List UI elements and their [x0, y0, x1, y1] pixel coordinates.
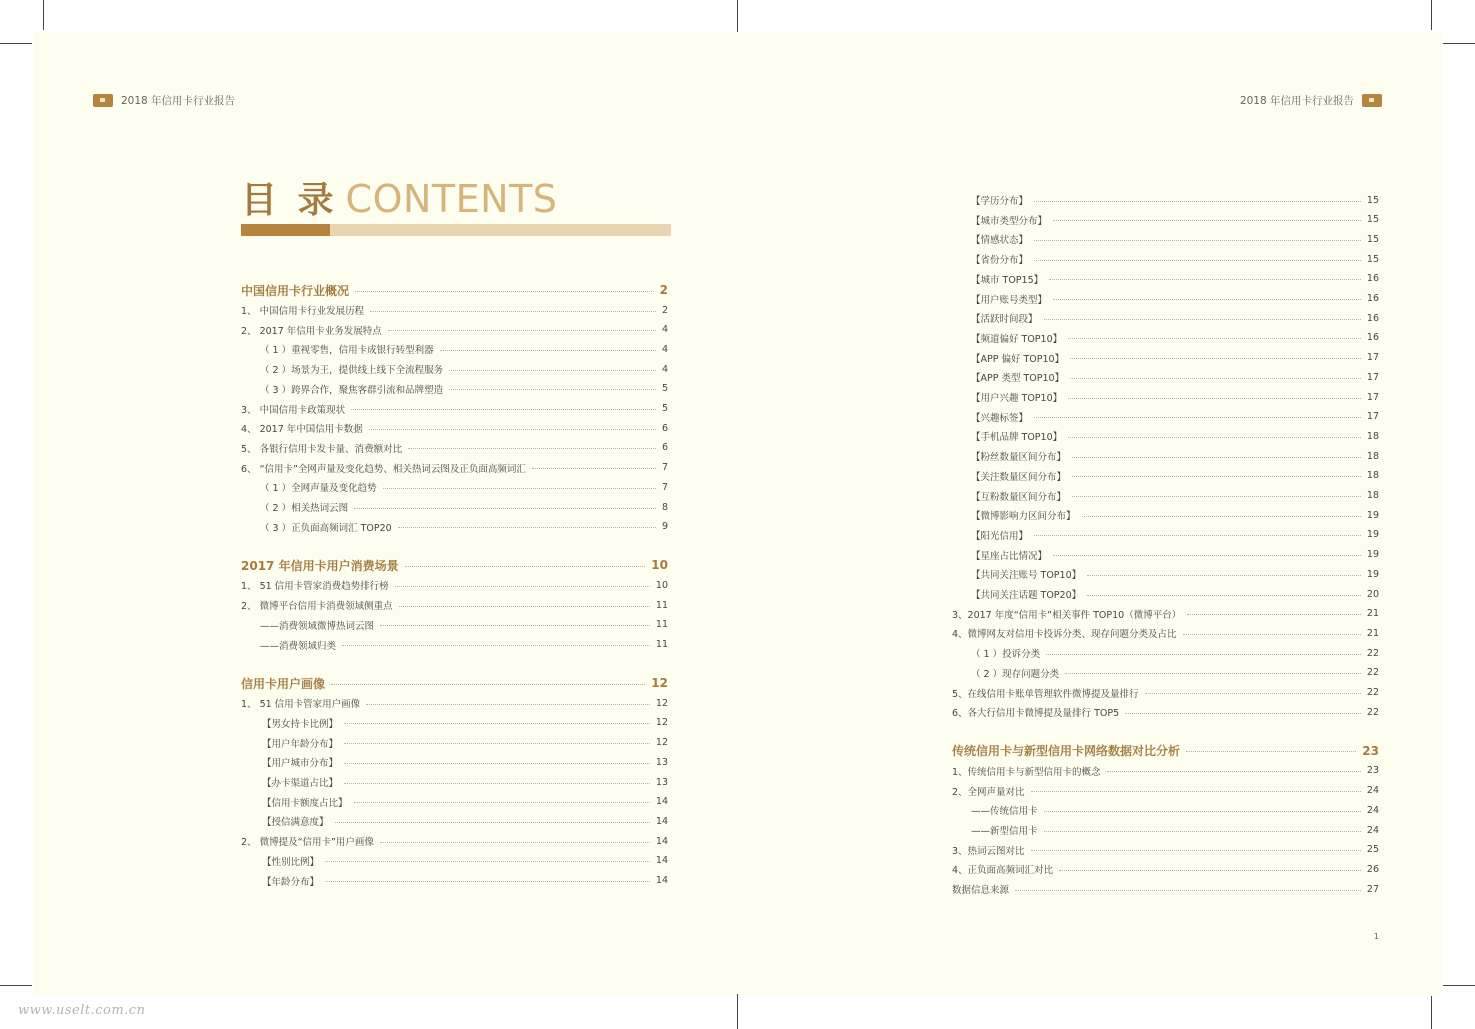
toc-leader-dots — [354, 508, 656, 509]
toc-page-number: 22 — [1366, 706, 1379, 718]
toc-page-number: 14 — [655, 855, 668, 867]
toc-entry[interactable] — [952, 803, 1379, 817]
toc-entry[interactable] — [241, 382, 668, 396]
toc-leader-dots — [1059, 870, 1361, 871]
toc-leader-dots — [1125, 713, 1361, 714]
toc-entry[interactable] — [241, 342, 668, 356]
toc-page-number: 22 — [1366, 667, 1379, 679]
toc-entry-label: 【粉丝数量区间分布】 — [971, 452, 1067, 464]
toc-page-number: 16 — [1366, 273, 1379, 285]
title-chinese: 目 录 — [241, 180, 338, 221]
toc-page-number: 4 — [661, 343, 668, 355]
toc-page-number: 24 — [1366, 804, 1379, 816]
toc-leader-dots — [1034, 535, 1361, 536]
toc-entry[interactable] — [241, 598, 668, 612]
toc-entry[interactable] — [952, 607, 1379, 621]
toc-leader-dots — [1183, 634, 1361, 635]
toc-entry-label: 3、2017 年度“信用卡”相关事件 TOP10（微博平台） — [952, 609, 1182, 621]
toc-entry-label: 【用户城市分布】 — [262, 758, 339, 770]
toc-leader-dots — [1053, 555, 1361, 556]
toc-entry[interactable] — [952, 528, 1379, 542]
toc-leader-dots — [1031, 850, 1361, 851]
toc-entry-label: 【情感状态】 — [971, 235, 1029, 247]
toc-page-number: 11 — [655, 619, 668, 631]
toc-entry[interactable] — [241, 854, 668, 868]
toc-page-number: 21 — [1366, 608, 1379, 620]
toc-entry-label: 【手机品牌 TOP10】 — [971, 432, 1063, 444]
toc-page-number: 16 — [1366, 332, 1379, 344]
toc-page-number: 7 — [661, 481, 668, 493]
toc-entry[interactable] — [241, 578, 668, 592]
crop-mark — [1443, 43, 1475, 44]
toc-page-number: 13 — [655, 776, 668, 788]
toc-page-number: 6 — [661, 442, 668, 454]
toc-entry[interactable] — [241, 755, 668, 769]
toc-leader-dots — [335, 822, 650, 823]
toc-leader-dots — [380, 842, 650, 843]
toc-leader-dots — [331, 684, 645, 685]
toc-entry[interactable] — [241, 874, 668, 888]
toc-entry[interactable] — [952, 587, 1379, 601]
toc-leader-dots — [369, 429, 656, 430]
toc-entry-label: 中国信用卡行业概况 — [241, 283, 350, 298]
toc-entry[interactable] — [241, 402, 668, 416]
toc-entry[interactable] — [241, 461, 668, 475]
toc-leader-dots — [1087, 595, 1361, 596]
toc-page-number: 22 — [1366, 647, 1379, 659]
toc-entry[interactable] — [241, 500, 668, 514]
toc-entry-label: 5、在线信用卡账单管理软件微博提及量排行 — [952, 688, 1139, 700]
toc-entry-label: （ 1 ）全网声量及变化趋势 — [260, 483, 377, 495]
toc-leader-dots — [344, 763, 650, 764]
toc-entry-label: 4、微博网友对信用卡投诉分类、现存问题分类及占比 — [952, 629, 1177, 641]
toc-entry[interactable] — [241, 480, 668, 494]
toc-entry-label: 【用户兴趣 TOP10】 — [971, 393, 1063, 404]
toc-entry-label: 【兴趣标签】 — [971, 412, 1029, 424]
page-title — [241, 172, 557, 223]
toc-page-number: 16 — [1366, 293, 1379, 304]
toc-page-number: 13 — [655, 756, 668, 768]
toc-entry-label: 2017 年信用卡用户消费场景 — [241, 558, 399, 573]
toc-leader-dots — [1070, 378, 1361, 379]
toc-page-number: 16 — [1366, 312, 1379, 324]
toc-entry-label: 【用户账号类型】 — [971, 294, 1048, 306]
toc-leader-dots — [370, 311, 656, 312]
toc-entry-label: 【信用卡额度占比】 — [262, 797, 348, 809]
toc-leader-dots — [405, 566, 646, 567]
toc-entry[interactable] — [241, 814, 668, 828]
toc-leader-dots — [1031, 791, 1361, 792]
toc-entry[interactable] — [241, 638, 668, 652]
crop-mark — [1431, 996, 1432, 1029]
toc-entry-label: 2、 2017 年信用卡业务发展特点 — [241, 325, 382, 337]
toc-page-number: 24 — [1366, 785, 1379, 797]
toc-leader-dots — [440, 350, 656, 351]
toc-leader-dots — [1034, 417, 1361, 418]
toc-entry-label: （ 1 ）投诉分类 — [971, 649, 1041, 661]
toc-entry-label: 4、正负面高频词汇对比 — [952, 865, 1054, 877]
toc-page-number: 14 — [655, 875, 668, 886]
toc-page-number: 18 — [1366, 470, 1379, 482]
toc-leader-dots — [1044, 319, 1361, 320]
toc-leader-dots — [1034, 260, 1361, 261]
toc-leader-dots — [1070, 358, 1361, 359]
toc-leader-dots — [344, 783, 650, 784]
toc-leader-dots — [1068, 398, 1361, 399]
toc-leader-dots — [1107, 771, 1361, 772]
toc-page-number: 15 — [1366, 214, 1379, 226]
toc-page-number: 19 — [1366, 529, 1379, 541]
toc-page-number: 22 — [1366, 687, 1379, 698]
toc-entry[interactable] — [952, 508, 1379, 522]
toc-entry-label: ——传统信用卡 — [971, 806, 1038, 818]
header-badge-icon — [1362, 94, 1382, 107]
toc-entry-label: 【APP 偏好 TOP10】 — [971, 353, 1065, 365]
toc-page-number: 8 — [661, 501, 668, 513]
toc-leader-dots — [325, 881, 650, 882]
toc-entry[interactable] — [241, 323, 668, 337]
toc-entry-label: 【授信满意度】 — [262, 817, 329, 829]
toc-entry-label: 【共同关注账号 TOP10】 — [971, 570, 1082, 582]
toc-entry[interactable] — [952, 469, 1379, 483]
toc-entry[interactable] — [952, 823, 1379, 837]
watermark: www.uselt.com.cn — [18, 1003, 146, 1018]
toc-entry-label: 1、 51 信用卡管家消费趋势排行榜 — [241, 581, 389, 593]
toc-page-number: 9 — [661, 521, 668, 533]
toc-leader-dots — [1053, 299, 1361, 300]
toc-leader-dots — [383, 488, 656, 489]
toc-leader-dots — [532, 468, 656, 469]
toc-entry-label: 4、 2017 年中国信用卡数据 — [241, 424, 363, 436]
toc-entry-label: （ 2 ）现存问题分类 — [971, 668, 1060, 680]
toc-page-number: 17 — [1366, 371, 1379, 383]
toc-page-number: 4 — [661, 324, 668, 336]
toc-page-number: 17 — [1366, 411, 1379, 423]
toc-entry[interactable] — [952, 390, 1379, 404]
toc-entry-label: 【男女持卡比例】 — [262, 718, 339, 730]
toc-leader-dots — [398, 527, 656, 528]
toc-leader-dots — [1044, 811, 1361, 812]
toc-leader-dots — [354, 802, 650, 803]
toc-page-number: 7 — [661, 462, 668, 474]
toc-leader-dots — [1072, 496, 1361, 497]
title-english: CONTENTS — [345, 177, 558, 221]
toc-page-number: 17 — [1366, 391, 1379, 403]
toc-entry-label: ——新型信用卡 — [971, 826, 1038, 837]
toc-page-number: 14 — [655, 835, 668, 847]
toc-entry[interactable] — [241, 834, 668, 848]
title-underline-accent — [241, 224, 330, 236]
toc-leader-dots — [1072, 457, 1361, 458]
toc-page-number: 5 — [661, 403, 668, 414]
toc-page-number: 23 — [1362, 743, 1379, 758]
toc-entry-label: 【用户年龄分布】 — [262, 738, 339, 750]
toc-page-number: 21 — [1366, 627, 1379, 639]
toc-page-number: 14 — [655, 796, 668, 808]
page-number: 1 — [1373, 932, 1379, 941]
toc-entry[interactable] — [952, 862, 1379, 876]
toc-entry-label: 6、各大行信用卡微博提及量排行 TOP5 — [952, 708, 1120, 720]
toc-entry-label: 【城市 TOP15】 — [971, 274, 1044, 286]
toc-leader-dots — [449, 370, 656, 371]
crop-mark — [0, 43, 32, 44]
toc-entry[interactable] — [241, 441, 668, 455]
toc-entry[interactable] — [952, 843, 1379, 857]
toc-leader-dots — [351, 409, 656, 410]
toc-entry-label: 3、热词云图对比 — [952, 845, 1025, 857]
toc-leader-dots — [1187, 614, 1361, 615]
toc-page-number: 19 — [1366, 509, 1379, 521]
toc-entry[interactable] — [952, 193, 1379, 207]
toc-entry[interactable] — [952, 272, 1379, 286]
toc-leader-dots — [408, 448, 656, 449]
toc-entry-label: 5、 各银行信用卡发卡量、消费额对比 — [241, 443, 403, 455]
header-title: 2018 年信用卡行业报告 — [1239, 95, 1354, 107]
toc-entry[interactable] — [952, 666, 1379, 680]
header-badge-icon — [93, 94, 113, 107]
crop-mark — [0, 985, 32, 986]
toc-page-number: 11 — [655, 639, 668, 650]
toc-entry-label: 【APP 类型 TOP10】 — [971, 373, 1065, 385]
toc-leader-dots — [344, 743, 650, 744]
toc-entry-label: 【城市类型分布】 — [971, 215, 1048, 227]
toc-entry-label: 【互粉数量区间分布】 — [971, 491, 1067, 503]
toc-entry-label: 【关注数量区间分布】 — [971, 471, 1067, 483]
toc-entry-label: 【微博影响力区间分布】 — [971, 511, 1076, 523]
toc-leader-dots — [1015, 890, 1361, 891]
toc-section-heading[interactable] — [952, 743, 1379, 759]
toc-entry-label: （ 1 ）重视零售，信用卡成银行转型利器 — [260, 345, 434, 357]
toc-entry[interactable] — [952, 764, 1379, 778]
toc-entry[interactable] — [952, 784, 1379, 798]
crop-mark — [737, 994, 738, 1029]
toc-entry-label: ——消费领域归类 — [260, 640, 337, 652]
toc-entry-label: 【活跃时间段】 — [971, 314, 1038, 326]
toc-entry[interactable] — [241, 775, 668, 789]
toc-page-number: 15 — [1366, 253, 1379, 265]
toc-page-number: 23 — [1366, 765, 1379, 777]
toc-page-number: 2 — [659, 283, 668, 297]
toc-leader-dots — [1065, 673, 1361, 674]
toc-page-number: 15 — [1366, 194, 1379, 206]
toc-page-number: 17 — [1366, 352, 1379, 364]
toc-entry[interactable] — [952, 686, 1379, 700]
toc-entry-label: 3、 中国信用卡政策现状 — [241, 404, 346, 416]
toc-entry[interactable] — [952, 370, 1379, 384]
toc-leader-dots — [1068, 338, 1361, 339]
crop-mark — [1443, 985, 1475, 986]
toc-entry-label: 【省份分布】 — [971, 255, 1029, 267]
toc-leader-dots — [1072, 476, 1361, 477]
toc-entry-label: 【年龄分布】 — [262, 876, 320, 888]
toc-page-number: 12 — [655, 737, 668, 749]
toc-page-number: 11 — [655, 599, 668, 611]
toc-entry[interactable] — [952, 449, 1379, 463]
page-header-right — [1240, 93, 1382, 108]
toc-section-heading[interactable] — [241, 675, 668, 691]
toc-page-number: 25 — [1366, 844, 1379, 856]
toc-entry[interactable] — [952, 351, 1379, 365]
toc-page-number: 2 — [661, 304, 668, 316]
toc-page-number: 18 — [1366, 450, 1379, 462]
toc-entry[interactable] — [241, 795, 668, 809]
toc-leader-dots — [1186, 751, 1356, 752]
toc-entry-label: 6、 “信用卡”全网声量及变化趋势、相关热词云图及正负面高频词汇 — [241, 463, 526, 475]
toc-entry-label: 信用卡用户画像 — [241, 676, 326, 691]
toc-leader-dots — [1044, 831, 1361, 832]
toc-page-number: 18 — [1366, 430, 1379, 442]
toc-entry[interactable] — [952, 232, 1379, 246]
toc-entry-label: 1、 51 信用卡管家用户画像 — [241, 699, 361, 711]
toc-leader-dots — [1082, 516, 1361, 517]
toc-leader-dots — [380, 625, 650, 626]
toc-entry[interactable] — [952, 882, 1379, 896]
toc-leader-dots — [1087, 575, 1361, 576]
toc-entry[interactable] — [241, 303, 668, 317]
toc-entry-label: 【星座占比情况】 — [971, 550, 1048, 562]
toc-entry[interactable] — [241, 716, 668, 730]
toc-entry-label: 【共同关注话题 TOP20】 — [971, 590, 1082, 601]
toc-page-number: 6 — [661, 422, 668, 434]
toc-leader-dots — [355, 291, 654, 292]
toc-entry-label: 数据信息来源 — [952, 885, 1010, 897]
toc-entry[interactable] — [952, 252, 1379, 266]
crop-mark — [737, 0, 738, 32]
toc-entry[interactable] — [241, 362, 668, 376]
toc-entry[interactable] — [241, 421, 668, 435]
toc-leader-dots — [366, 704, 650, 705]
header-title: 2018 年信用卡行业报告 — [121, 95, 236, 107]
toc-entry-label: 2、 微博平台信用卡消费领域侧重点 — [241, 601, 393, 613]
toc-entry[interactable] — [952, 213, 1379, 227]
toc-page-number: 18 — [1366, 490, 1379, 501]
toc-page-number: 19 — [1366, 568, 1379, 580]
toc-entry-label: 1、 中国信用卡行业发展历程 — [241, 306, 365, 317]
toc-leader-dots — [395, 586, 650, 587]
toc-page-number: 4 — [661, 363, 668, 375]
toc-entry-label: （ 2 ）相关热词云图 — [260, 503, 349, 514]
toc-entry-label: 【性别比例】 — [262, 856, 320, 868]
toc-entry[interactable] — [952, 705, 1379, 719]
toc-entry-label: 传统信用卡与新型信用卡网络数据对比分析 — [952, 744, 1181, 759]
toc-entry[interactable] — [241, 618, 668, 632]
crop-mark — [43, 0, 44, 30]
toc-leader-dots — [1046, 654, 1361, 655]
toc-entry[interactable] — [952, 646, 1379, 660]
toc-entry-label: 【阳光信用】 — [971, 530, 1029, 542]
toc-page-number: 19 — [1366, 549, 1379, 561]
toc-page-number: 24 — [1366, 824, 1379, 836]
toc-leader-dots — [1049, 279, 1361, 280]
toc-entry[interactable] — [952, 567, 1379, 581]
toc-entry[interactable] — [241, 520, 668, 534]
toc-page-number: 5 — [661, 383, 668, 395]
toc-leader-dots — [344, 723, 650, 724]
toc-leader-dots — [1034, 240, 1361, 241]
toc-entry-label: 1、传统信用卡与新型信用卡的概念 — [952, 766, 1101, 778]
toc-entry[interactable] — [952, 626, 1379, 640]
toc-page-number: 10 — [651, 558, 668, 573]
toc-entry[interactable] — [241, 696, 668, 710]
toc-page-number: 27 — [1366, 883, 1379, 895]
toc-page-number: 26 — [1366, 863, 1379, 875]
toc-leader-dots — [388, 330, 656, 331]
toc-leader-dots — [399, 606, 650, 607]
toc-leader-dots — [342, 645, 650, 646]
toc-entry-label: 2、 微博提及“信用卡”用户画像 — [241, 837, 374, 849]
toc-entry[interactable] — [952, 489, 1379, 503]
toc-entry[interactable] — [241, 736, 668, 750]
toc-section-heading[interactable] — [241, 557, 668, 573]
toc-leader-dots — [1034, 201, 1361, 202]
toc-entry-label: 【学历分布】 — [971, 196, 1029, 207]
toc-leader-dots — [325, 861, 650, 862]
toc-page-number: 12 — [655, 697, 668, 709]
toc-page-number: 10 — [655, 579, 668, 591]
toc-page-number: 12 — [655, 717, 668, 729]
toc-entry-label: （ 3 ）正负面高频词汇 TOP20 — [260, 522, 392, 534]
toc-leader-dots — [1053, 220, 1361, 221]
toc-entry[interactable] — [952, 292, 1379, 306]
toc-page-number: 14 — [655, 815, 668, 827]
toc-entry-label: （ 3 ）跨界合作，聚焦客群引流和品牌塑造 — [260, 384, 444, 396]
toc-page-number: 20 — [1366, 588, 1379, 600]
toc-entry[interactable] — [952, 410, 1379, 424]
page-header-left — [93, 93, 235, 108]
toc-leader-dots — [1145, 693, 1361, 694]
toc-entry[interactable] — [952, 311, 1379, 325]
toc-entry[interactable] — [952, 331, 1379, 345]
toc-leader-dots — [1068, 437, 1361, 438]
toc-entry[interactable] — [952, 429, 1379, 443]
toc-entry-label: 【办卡渠道占比】 — [262, 778, 339, 789]
toc-entry-label: ——消费领域微博热词云图 — [260, 620, 375, 632]
toc-entry-label: 【频道偏好 TOP10】 — [971, 333, 1063, 345]
crop-mark — [1431, 0, 1432, 30]
toc-entry-label: 2、全网声量对比 — [952, 786, 1025, 798]
toc-leader-dots — [449, 389, 656, 390]
title-underline — [241, 224, 671, 236]
toc-page-number: 12 — [651, 676, 668, 691]
toc-section-heading[interactable] — [241, 282, 668, 298]
toc-entry[interactable] — [952, 548, 1379, 562]
toc-entry-label: （ 2 ）场景为王，提供线上线下全流程服务 — [260, 365, 444, 377]
toc-page-number: 15 — [1366, 233, 1379, 245]
